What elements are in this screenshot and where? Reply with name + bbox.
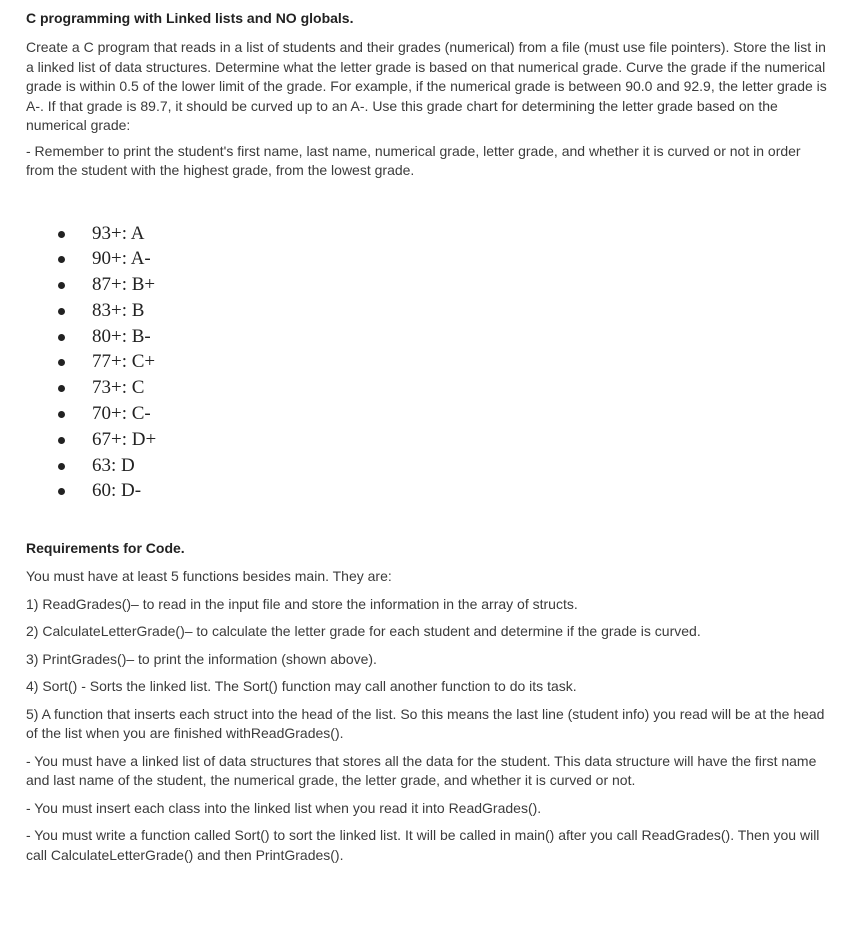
grade-item-text: 73+: C bbox=[92, 377, 145, 399]
grade-item bbox=[58, 401, 828, 427]
bullet-icon bbox=[58, 359, 65, 366]
bullet-icon bbox=[58, 282, 65, 289]
bullet-icon bbox=[58, 411, 65, 418]
grade-item bbox=[58, 478, 828, 504]
requirement-item: - You must insert each class into the linked list when you read it into ReadGrades(). bbox=[26, 799, 542, 816]
bullet-icon bbox=[58, 308, 65, 315]
grade-item bbox=[58, 221, 828, 247]
grade-item-text: 67+: D+ bbox=[92, 428, 157, 450]
grade-item-text: 87+: B+ bbox=[92, 274, 156, 296]
requirement-item: 5) A function that inserts each struct into the head of the list. So this means the last line (student info) you read will be at the head of the list when you are finished withReadGrades(). bbox=[26, 705, 825, 742]
grade-item bbox=[58, 375, 828, 401]
grade-item bbox=[58, 427, 828, 453]
grade-item-text: 63: D bbox=[92, 454, 135, 476]
requirement-item: 2) CalculateLetterGrade()– to calculate the letter grade for each student and determine if the grade is curved. bbox=[26, 623, 701, 640]
requirement-item: 3) PrintGrades()– to print the information (shown above). bbox=[26, 650, 377, 667]
requirement-item: 4) Sort() - Sorts the linked list. The Sort() function may call another function to do its task. bbox=[26, 678, 577, 695]
requirement-item: 1) ReadGrades()– to read in the input file and store the information in the array of structs. bbox=[26, 595, 578, 612]
page-title: C programming with Linked lists and NO globals. bbox=[26, 10, 354, 26]
bullet-icon bbox=[58, 385, 65, 392]
grade-item-text: 77+: C+ bbox=[92, 351, 156, 373]
bullet-icon bbox=[58, 256, 65, 263]
bullet-icon bbox=[58, 231, 65, 238]
grade-item-text: 83+: B bbox=[92, 299, 145, 321]
intro-paragraph: Create a C program that reads in a list of students and their grades (numerical) from a file (must use file pointers). Store the list in a linked list of data structures. Determine what the letter grade is based on that numerical grade. Curve the grade if the numerical grade is within 0.5 of the lower limit of the grade. For example, if the numerical grade is between 90.0 and 92.9, the letter grade is A-. If that grade is 89.7, it should be curved up to an A-. Use this grade chart for determining the letter grade based on the numerical grade: bbox=[26, 39, 827, 133]
grade-item bbox=[58, 324, 828, 350]
grade-item bbox=[58, 272, 828, 298]
grade-item-text: 80+: B- bbox=[92, 325, 151, 347]
grade-item-text: 93+: A bbox=[92, 222, 145, 244]
grade-item bbox=[58, 298, 828, 324]
grade-item-text: 60: D- bbox=[92, 480, 142, 502]
requirement-item: You must have at least 5 functions besides main. They are: bbox=[26, 568, 392, 585]
grade-item bbox=[58, 349, 828, 375]
requirement-item: - You must have a linked list of data structures that stores all the data for the student. This data structure will have the first name and last name of the student, the numerical grade, the letter grade, and whether it is curved or not. bbox=[26, 752, 817, 789]
grade-item bbox=[58, 453, 828, 479]
grade-item bbox=[58, 246, 828, 272]
bullet-icon bbox=[58, 488, 65, 495]
grade-item-text: 70+: C- bbox=[92, 403, 151, 425]
grade-chart-list bbox=[26, 221, 828, 505]
bullet-icon bbox=[58, 437, 65, 444]
grade-item-text: 90+: A- bbox=[92, 248, 151, 270]
requirement-item: - You must write a function called Sort() to sort the linked list. It will be called in main() after you call ReadGrades(). Then you will call CalculateLetterGrade() and then PrintGrades(). bbox=[26, 827, 820, 863]
bullet-icon bbox=[58, 463, 65, 470]
reminder-paragraph: - Remember to print the student's first name, last name, numerical grade, letter grade, and whether it is curved or not in order from the student with the highest grade, from the lowest grade. bbox=[26, 142, 801, 178]
requirements-heading: Requirements for Code. bbox=[26, 540, 185, 557]
bullet-icon bbox=[58, 334, 65, 341]
